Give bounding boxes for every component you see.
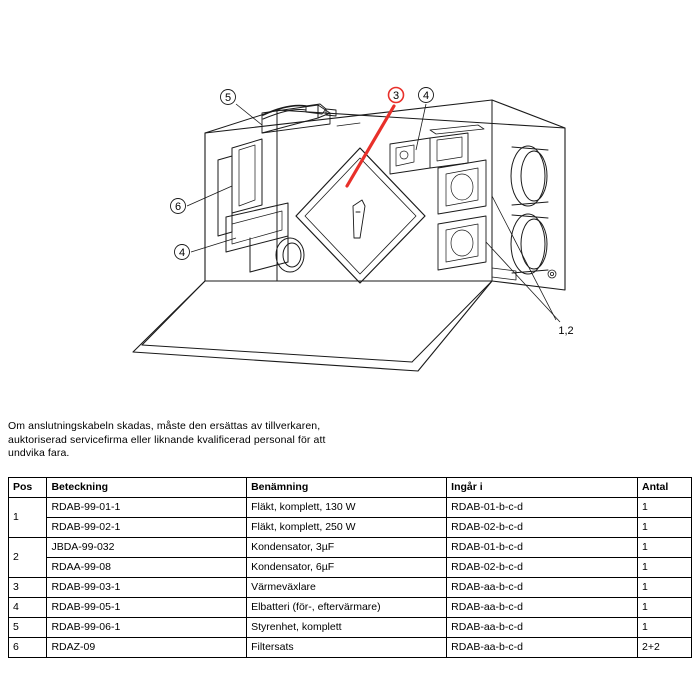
cell-ingar-i: RDAB-aa-b-c-d	[447, 598, 638, 618]
cell-antal: 1	[638, 598, 692, 618]
header-beteckning: Beteckning	[47, 478, 247, 498]
cell-benamning: Värmeväxlare	[247, 578, 447, 598]
callout-1-2-label: 1,2	[558, 325, 574, 337]
cell-pos: 5	[9, 618, 47, 638]
cell-antal: 1	[638, 498, 692, 518]
header-benamning: Benämning	[247, 478, 447, 498]
table-row	[9, 558, 692, 578]
cell-benamning: Filtersats	[247, 638, 447, 658]
warning-line-1: Om anslutningskabeln skadas, måste den ersättas av tillverkaren,	[8, 420, 321, 432]
cell-benamning: Elbatteri (för-, eftervärmare)	[247, 598, 447, 618]
header-pos: Pos	[9, 478, 47, 498]
cell-antal: 1	[638, 538, 692, 558]
table-row	[9, 638, 692, 658]
cell-antal: 1	[638, 578, 692, 598]
callout-3-label: 3	[392, 90, 400, 102]
cell-ingar-i: RDAB-02-b-c-d	[447, 518, 638, 538]
parts-table	[8, 477, 692, 658]
callout-4-left-label: 4	[178, 247, 186, 259]
callout-6-label: 6	[174, 201, 182, 213]
cell-pos: 4	[9, 598, 47, 618]
cell-beteckning: RDAB-99-02-1	[47, 518, 247, 538]
cell-benamning: Kondensator, 6µF	[247, 558, 447, 578]
callout-4-top	[419, 88, 434, 103]
cell-antal: 2+2	[638, 638, 692, 658]
cell-ingar-i: RDAB-aa-b-c-d	[447, 618, 638, 638]
cell-pos: 6	[9, 638, 47, 658]
callout-5-label: 5	[224, 92, 232, 104]
cell-beteckning: RDAB-99-06-1	[47, 618, 247, 638]
cell-pos: 3	[9, 578, 47, 598]
cell-antal: 1	[638, 558, 692, 578]
cell-beteckning: RDAB-99-05-1	[47, 598, 247, 618]
table-row	[9, 598, 692, 618]
cell-ingar-i: RDAB-02-b-c-d	[447, 558, 638, 578]
callout-5	[221, 90, 236, 105]
cell-beteckning: RDAA-99-08	[47, 558, 247, 578]
cell-antal: 1	[638, 518, 692, 538]
callout-3	[389, 88, 404, 103]
cell-ingar-i: RDAB-aa-b-c-d	[447, 638, 638, 658]
header-antal: Antal	[638, 478, 692, 498]
warning-note	[8, 420, 428, 461]
cell-benamning: Styrenhet, komplett	[247, 618, 447, 638]
warning-line-3: undvika fara.	[8, 447, 70, 459]
cell-beteckning: JBDA-99-032	[47, 538, 247, 558]
cell-pos: 1	[9, 498, 47, 538]
table-row	[9, 538, 692, 558]
header-ingar-i: Ingår i	[447, 478, 638, 498]
callout-4-top-label: 4	[422, 90, 430, 102]
cell-ingar-i: RDAB-01-b-c-d	[447, 538, 638, 558]
cell-beteckning: RDAZ-09	[47, 638, 247, 658]
highlight-line-3	[347, 106, 394, 186]
callout-4-left	[175, 245, 190, 260]
table-row	[9, 518, 692, 538]
cell-benamning: Fläkt, komplett, 250 W	[247, 518, 447, 538]
callout-6	[171, 199, 186, 214]
table-header-row	[9, 478, 692, 498]
callout-1-2	[558, 325, 573, 337]
cell-ingar-i: RDAB-aa-b-c-d	[447, 578, 638, 598]
cell-beteckning: RDAB-99-01-1	[47, 498, 247, 518]
cell-beteckning: RDAB-99-03-1	[47, 578, 247, 598]
cell-ingar-i: RDAB-01-b-c-d	[447, 498, 638, 518]
cell-benamning: Fläkt, komplett, 130 W	[247, 498, 447, 518]
cell-antal: 1	[638, 618, 692, 638]
table-row	[9, 618, 692, 638]
cell-pos: 2	[9, 538, 47, 578]
warning-line-2: auktoriserad servicefirma eller liknande kvalificerad personal för att	[8, 433, 326, 446]
table-row	[9, 578, 692, 598]
table-row	[9, 498, 692, 518]
cell-benamning: Kondensator, 3µF	[247, 538, 447, 558]
